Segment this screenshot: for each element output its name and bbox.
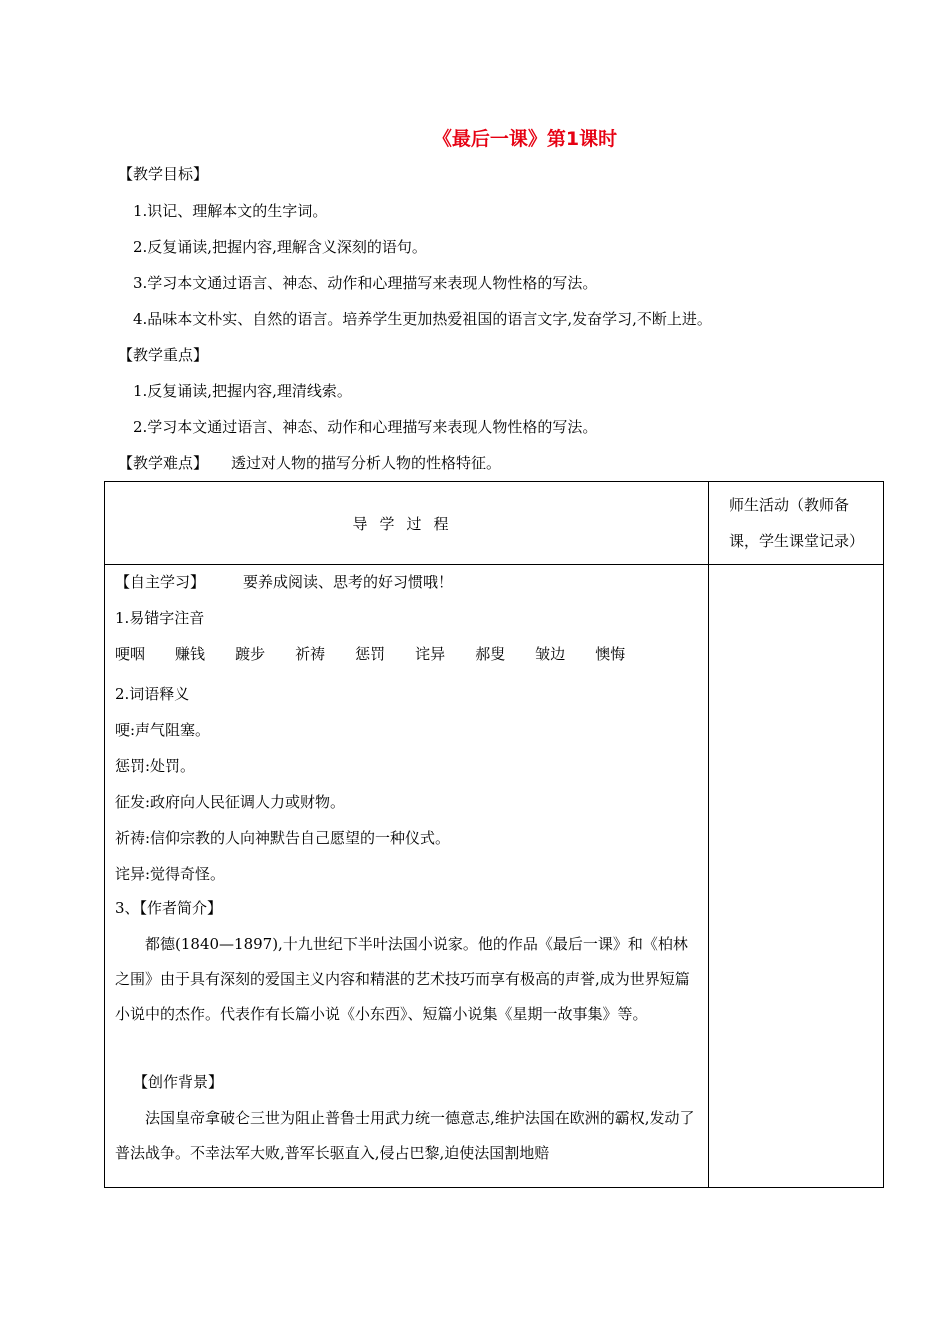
objective-item-1: 1.识记、理解本文的生字词。 (133, 202, 328, 220)
self-study-note: 要养成阅读、思考的好习惯哦！ (243, 573, 454, 591)
table-header-process: 导学过程 (105, 482, 709, 565)
pinyin-heading: 1.易错字注音 (115, 609, 205, 627)
author-intro-text: 都德(1840—1897),十九世纪下半叶法国小说家。他的作品《最后一课》和《柏林之围》由于具有深刻的爱国主义内容和精湛的艺术技巧而享有极高的声誉,成为世界短篇小说中的杰作。代表作有长篇小说《小东西》、短篇小说集《星期一故事集》等。 (115, 935, 690, 1023)
guided-learning-table (104, 481, 884, 1188)
table-header-activities: 师生活动（教师备课，学生课堂记录） (709, 482, 884, 565)
self-study-heading: 【自主学习】 (115, 573, 206, 591)
background-heading: 【创作背景】 (133, 1073, 224, 1091)
document-title: 《最后一课》第1课时 (432, 128, 618, 150)
difficulty-heading: 【教学难点】 (118, 454, 209, 472)
definition-item: 惩罚:处罚。 (115, 757, 196, 775)
pinyin-word-list (115, 643, 625, 664)
objective-item-2: 2.反复诵读,把握内容,理解含义深刻的语句。 (133, 238, 427, 256)
pinyin-word: 踱步 (235, 645, 266, 663)
pinyin-word: 哽咽 (115, 645, 146, 663)
definition-item: 祈祷:信仰宗教的人向神默告自己愿望的一种仪式。 (115, 829, 451, 847)
objectives-heading: 【教学目标】 (118, 165, 209, 183)
key-point-item-1: 1.反复诵读,把握内容,理清线索。 (133, 382, 352, 400)
pinyin-word: 懊悔 (595, 645, 626, 663)
pinyin-word: 皱边 (535, 645, 566, 663)
pinyin-word: 惩罚 (355, 645, 386, 663)
activities-record-cell[interactable] (709, 565, 884, 1188)
pinyin-word: 郝叟 (475, 645, 506, 663)
background-text: 法国皇帝拿破仑三世为阻止普鲁士用武力统一德意志,维护法国在欧洲的霸权,发动了普法战争。不幸法军大败,普军长驱直入,侵占巴黎,迫使法国割地赔 (115, 1109, 695, 1162)
objective-item-4: 4.品味本文朴实、自然的语言。培养学生更加热爱祖国的语言文字,发奋学习,不断上进。 (133, 310, 712, 328)
guided-process-cell (105, 565, 709, 1188)
key-points-heading: 【教学重点】 (118, 346, 209, 364)
definitions-heading: 2.词语释义 (115, 685, 190, 703)
key-point-item-2: 2.学习本文通过语言、神态、动作和心理描写来表现人物性格的写法。 (133, 418, 598, 436)
definition-item: 哽:声气阻塞。 (115, 721, 211, 739)
pinyin-word: 祈祷 (295, 645, 326, 663)
definition-item: 征发:政府向人民征调人力或财物。 (115, 793, 346, 811)
pinyin-word: 诧异 (415, 645, 446, 663)
definition-item: 诧异:觉得奇怪。 (115, 865, 226, 883)
pinyin-word: 赚钱 (175, 645, 206, 663)
author-heading: 3、【作者简介】 (115, 899, 223, 917)
objective-item-3: 3.学习本文通过语言、神态、动作和心理描写来表现人物性格的写法。 (133, 274, 598, 292)
difficulty-text: 透过对人物的描写分析人物的性格特征。 (231, 454, 502, 472)
